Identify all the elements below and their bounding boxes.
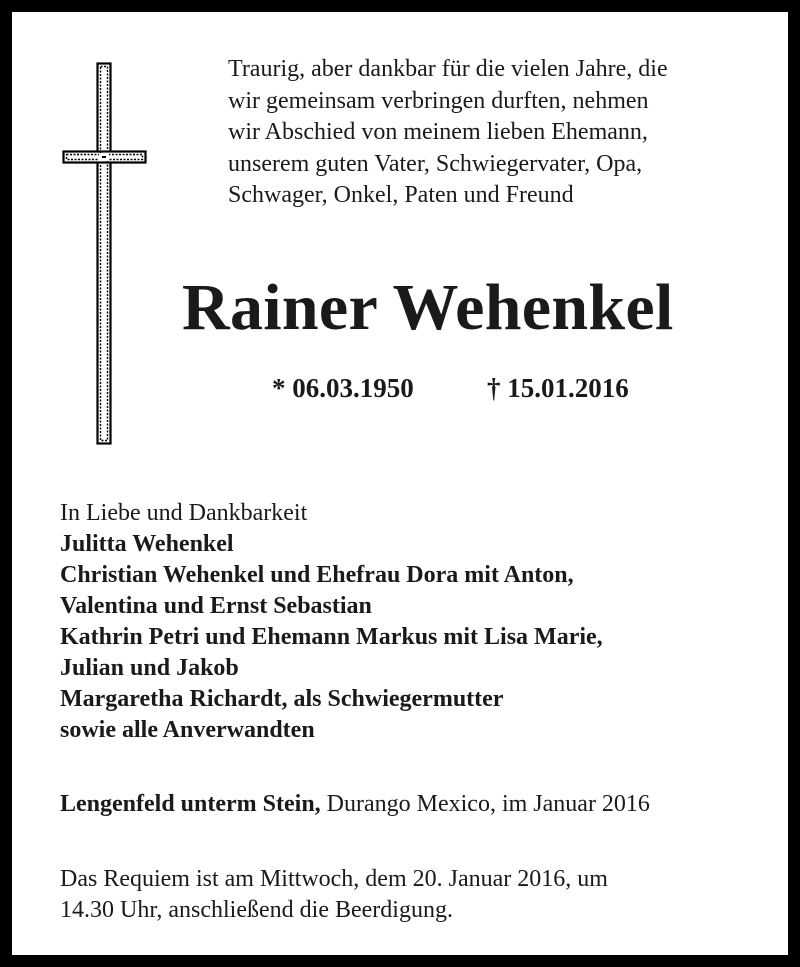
death-date: † 15.01.2016 (487, 373, 629, 403)
mourner-line: Julian und Jakob (60, 655, 239, 681)
mourner-line: Christian Wehenkel und Ehefrau Dora mit Anton, (60, 562, 574, 588)
mourner-line: Julitta Wehenkel (60, 531, 234, 557)
birth-date: * 06.03.1950 (272, 373, 414, 403)
deceased-name: Rainer Wehenkel (182, 271, 674, 344)
intro-line: Traurig, aber dankbar für die vielen Jahre, die (228, 56, 668, 82)
intro-line: unserem guten Vater, Schwiegervater, Opa, (228, 150, 643, 177)
requiem-line: 14.30 Uhr, anschließend die Beerdigung. (60, 897, 453, 923)
mourners-intro: In Liebe und Dankbarkeit (60, 500, 308, 526)
intro-line: Schwager, Onkel, Paten und Freund (228, 182, 574, 208)
place-rest: Durango Mexico, im Januar 2016 (320, 791, 650, 817)
requiem-line: Das Requiem ist am Mittwoch, dem 20. Januar 2016, um (60, 866, 608, 892)
mourner-line: Margaretha Richardt, als Schwiegermutter (60, 686, 504, 712)
mourners-block (60, 498, 760, 746)
intro-line: wir Abschied von meinem lieben Ehemann, (228, 119, 648, 145)
mourner-line: sowie alle Anverwandten (60, 717, 315, 743)
place-town: Lengenfeld unterm Stein, (60, 791, 321, 817)
latin-cross-icon (62, 62, 150, 446)
intro-text (228, 54, 768, 212)
place-date-line (60, 791, 650, 818)
requiem-notice (60, 864, 760, 926)
mourner-line: Kathrin Petri und Ehemann Markus mit Lisa Marie, (60, 624, 603, 650)
intro-line: wir gemeinsam verbringen durften, nehmen (228, 87, 649, 114)
mourner-line: Valentina und Ernst Sebastian (60, 593, 372, 619)
